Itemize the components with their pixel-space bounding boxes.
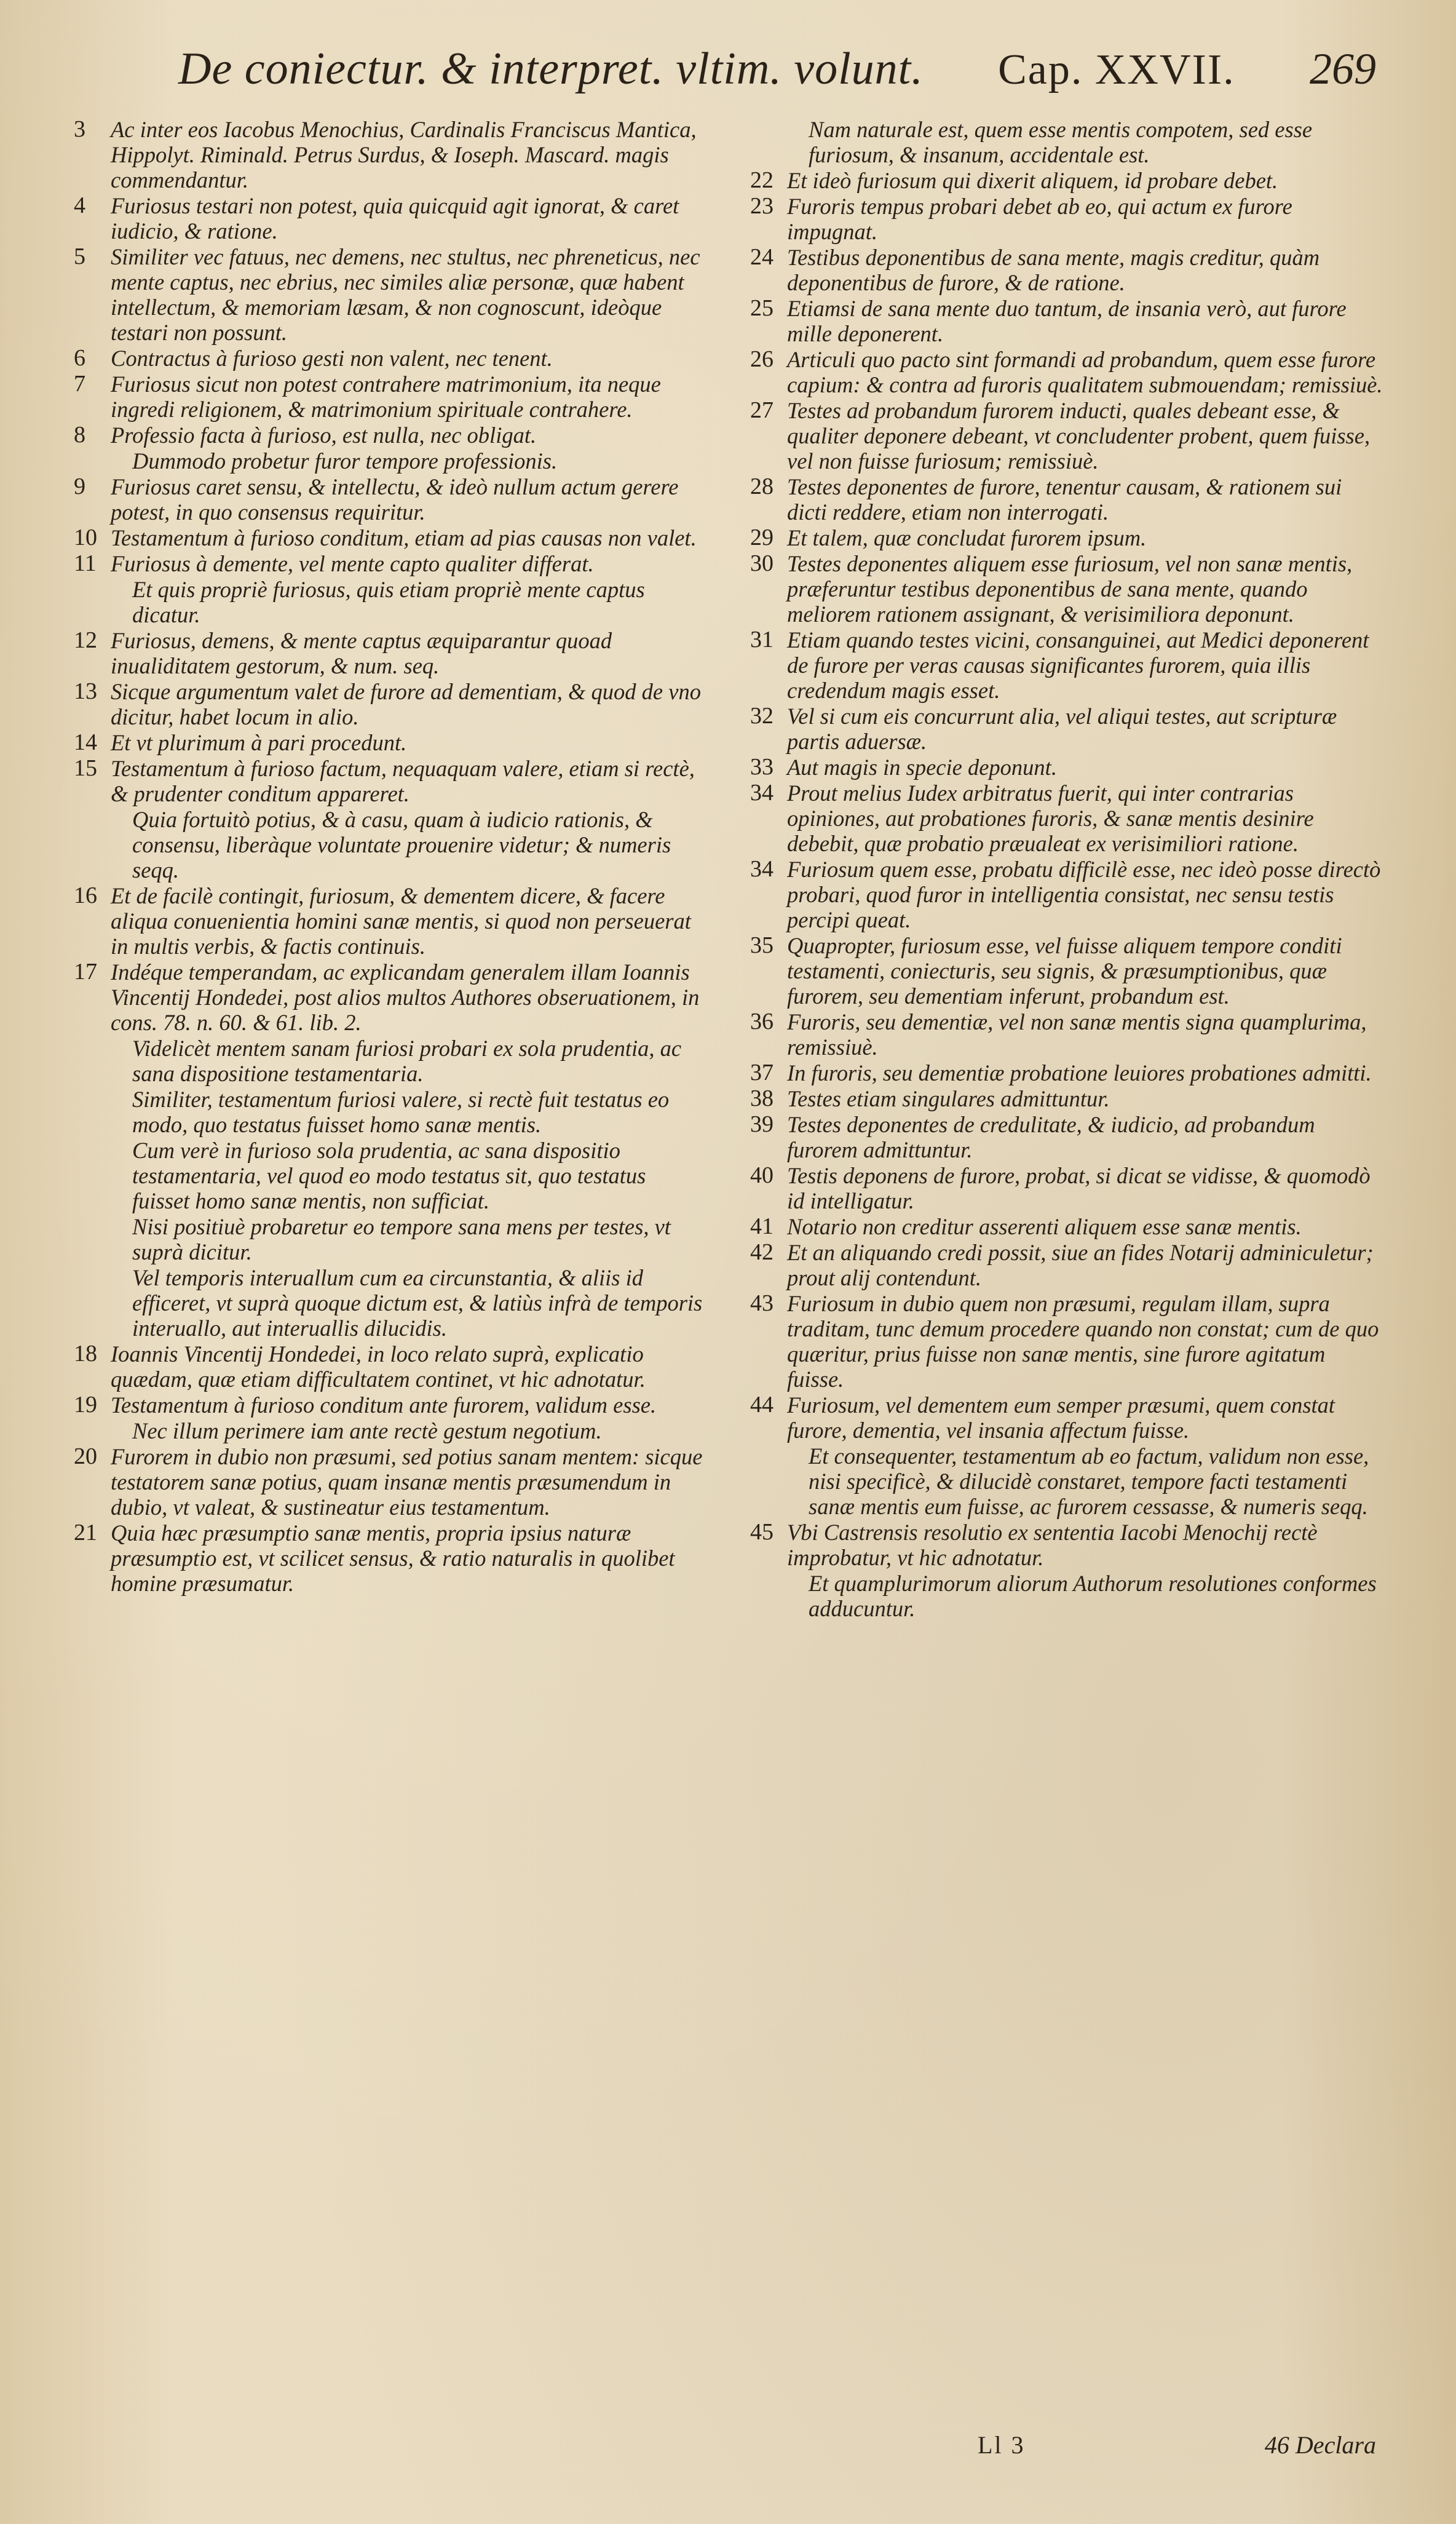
summary-entry	[750, 1060, 1383, 1085]
entry-text: Testamentum à furioso conditum, etiam ad pias causas non valet.	[111, 525, 697, 550]
entry-number: 26	[750, 346, 774, 372]
entry-text: Testes deponentes de credulitate, & iudicio, ad probandum furorem admittuntur.	[787, 1112, 1315, 1162]
entry-number: 9	[74, 474, 85, 499]
summary-entry	[74, 756, 707, 806]
entry-text: Nam naturale est, quem esse mentis compotem, sed esse furiosum, & insanum, accidentale est.	[809, 117, 1313, 167]
entry-number: 11	[74, 550, 97, 576]
summary-entry	[74, 1418, 707, 1443]
entry-number	[750, 117, 809, 167]
signature-mark: Ll 3	[978, 2431, 1026, 2459]
entry-text: Etiam quando testes vicini, consanguinei, aut Medici deponerent de furore per veras causas significantes furorem, quia illis credendum magis esset.	[787, 627, 1369, 703]
summary-entry	[750, 168, 1383, 193]
summary-entry	[74, 346, 707, 371]
entry-text: Quia hæc præsumptio sanæ mentis, propria ipsius naturæ præsumptio est, vt scilicet sensus, & ratio naturalis in quolibet homine præsumatur.	[111, 1520, 675, 1596]
entry-text: Testes deponentes aliquem esse furiosum, vel non sanæ mentis, præferuntur testibus deponentibus de sana mente, quando meliorem rationem assignant, & verisimiliora deponunt.	[787, 551, 1353, 627]
summary-entry	[750, 1392, 1383, 1443]
entry-text: Ioannis Vincentij Hondedei, in loco relato suprà, explicatio quædam, quæ etiam difficultatem continet, vt hic adnotatur.	[111, 1341, 646, 1392]
entry-text: Nisi positiuè probaretur eo tempore sana mens per testes, vt suprà dicitur.	[132, 1214, 671, 1264]
running-title: De coniectur. & interpret. vltim. volunt.	[178, 44, 924, 94]
summary-entry	[750, 933, 1383, 1009]
entry-number	[74, 807, 132, 883]
entry-number: 45	[750, 1519, 774, 1545]
summary-entry	[750, 398, 1383, 474]
entry-text: Et consequenter, testamentum ab eo factum, validum non esse, nisi specificè, & dilucidè constaret, tempore facti testamenti sanæ mentis eum fuisse, ac furorem cessasse, & numeris seqq.	[809, 1443, 1369, 1519]
summary-entry	[74, 807, 707, 883]
entry-number: 6	[74, 345, 85, 371]
entry-number: 22	[750, 167, 774, 193]
page-number: 269	[1309, 44, 1376, 93]
entry-text: Testibus deponentibus de sana mente, magis creditur, quàm deponentibus de furore, & de ratione.	[787, 245, 1320, 295]
summary-entry	[74, 577, 707, 627]
entry-number: 37	[750, 1060, 774, 1085]
summary-entry	[750, 1240, 1383, 1290]
summary-entry	[750, 1520, 1383, 1570]
entry-number	[74, 1138, 132, 1213]
summary-entry	[750, 780, 1383, 856]
summary-entry	[74, 474, 707, 525]
entry-number: 16	[74, 883, 97, 908]
summary-entry	[750, 1571, 1383, 1621]
summary-entry	[750, 194, 1383, 244]
entry-text: Testes ad probandum furorem inducti, quales debeant esse, & qualiter deponere debeant, vt concludenter probent, quem fuisse, vel non fuisse furiosum; remissiuè.	[787, 398, 1371, 474]
catchword: 46 Declara	[1264, 2431, 1376, 2459]
entry-text: Cum verè in furioso sola prudentia, ac sana dispositio testamentaria, vel quod eo modo testatus sit, quo testatus fuisset homo sanæ mentis, non sufficiat.	[132, 1138, 646, 1213]
summary-entry	[74, 1520, 707, 1596]
summary-entry	[750, 245, 1383, 295]
entry-text: Et an aliquando credi possit, siue an fides Notarij adminiculetur; prout alij contendunt.	[787, 1240, 1374, 1290]
entry-number: 18	[74, 1341, 97, 1367]
entry-text: Nec illum perimere iam ante rectè gestum negotium.	[132, 1418, 602, 1443]
entry-number: 42	[750, 1239, 774, 1265]
summary-entry	[750, 1086, 1383, 1111]
entry-number: 8	[74, 422, 85, 448]
chapter-label: Cap. XXVII.	[998, 46, 1235, 93]
right-column	[750, 117, 1383, 1622]
summary-entry	[74, 730, 707, 755]
entry-number: 21	[74, 1520, 97, 1546]
summary-entry	[750, 1163, 1383, 1213]
entry-number: 43	[750, 1290, 774, 1316]
entry-number: 10	[74, 525, 97, 550]
entry-number: 12	[74, 627, 97, 653]
entry-text: Articuli quo pacto sint formandi ad probandum, quem esse furore capium: & contra ad furoris qualitatem submouendam; remissiuè.	[787, 347, 1383, 397]
summary-entry	[750, 1214, 1383, 1239]
entry-number: 4	[74, 192, 85, 218]
entry-text: Similiter vec fatuus, nec demens, nec stultus, nec phreneticus, nec mente captus, nec ebrius, nec similes aliæ personæ, quæ habent intellectum, & memoriam læsam, & non cognoscunt, ideòque testari non possunt.	[111, 244, 700, 345]
entry-text: Testamentum à furioso conditum ante furorem, validum esse.	[111, 1392, 657, 1418]
entry-text: Ac inter eos Iacobus Menochius, Cardinalis Franciscus Mantica, Hippolyt. Riminald. Petrus Surdus, & Ioseph. Mascard. magis commendantur.	[111, 117, 697, 192]
entry-number: 35	[750, 932, 774, 958]
summary-entry	[750, 1291, 1383, 1392]
entry-number: 15	[74, 755, 97, 781]
entry-number: 28	[750, 474, 774, 499]
entry-text: Dummodo probetur furor tempore professionis.	[132, 448, 558, 474]
entry-text: Et ideò furiosum qui dixerit aliquem, id probare debet.	[787, 168, 1278, 193]
summary-entry	[750, 1009, 1383, 1060]
entry-number: 7	[74, 371, 85, 397]
entry-number: 30	[750, 550, 774, 576]
summary-entry	[74, 1138, 707, 1213]
entry-text: Furiosum in dubio quem non præsumi, regulam illam, supra traditam, tunc demum procedere quando non constat; cum de quo quæritur, prius fuisse non sanæ mentis, sine furore agitatum fuisse.	[787, 1291, 1379, 1392]
summary-entry	[74, 117, 707, 192]
entry-text: Similiter, testamentum furiosi valere, si rectè fuit testatus eo modo, quo testatus fuisset homo sanæ mentis.	[132, 1087, 670, 1137]
entry-text: In furoris, seu dementiæ probatione leuiores probationes admitti.	[787, 1060, 1372, 1085]
entry-number: 39	[750, 1111, 774, 1137]
entry-text: Et quis propriè furiosus, quis etiam propriè mente captus dicatur.	[132, 577, 645, 627]
entry-number: 14	[74, 729, 97, 755]
entry-text: Vel si cum eis concurrunt alia, vel aliqui testes, aut scripturæ partis aduersæ.	[787, 704, 1337, 754]
summary-entry	[750, 1443, 1383, 1519]
entry-number: 41	[750, 1213, 774, 1239]
summary-entry	[750, 857, 1383, 932]
entry-number	[74, 1418, 132, 1443]
summary-entry	[750, 525, 1383, 550]
summary-entry	[74, 959, 707, 1035]
summary-entry	[750, 117, 1383, 167]
summary-entry	[74, 1392, 707, 1418]
entry-number	[750, 1571, 809, 1621]
entry-text: Prout melius Iudex arbitratus fuerit, qui inter contrarias opiniones, aut probationes furoris, & sanæ mentis desinire debebit, quæ probatio præualeat ex verisimiliori ratione.	[787, 780, 1314, 856]
summary-entry	[750, 1112, 1383, 1162]
entry-text: Etiamsi de sana mente duo tantum, de insania verò, aut furore mille deponerent.	[787, 296, 1347, 346]
entry-text: Furiosum, vel dementem eum semper præsumi, quem constat furore, dementia, vel insania affectum fuisse.	[787, 1392, 1335, 1443]
entry-number: 19	[74, 1392, 97, 1418]
entry-number: 34	[750, 780, 774, 806]
summary-entry	[750, 296, 1383, 346]
entry-text: Et de facilè contingit, furiosum, & dementem dicere, & facere aliqua conuenientia homini sanæ mentis, si quod non perseuerat in multis verbis, & factis continuis.	[111, 883, 691, 959]
entry-number: 24	[750, 244, 774, 270]
entry-number: 34	[750, 856, 774, 882]
entry-text: Notario non creditur asserenti aliquem esse sanæ mentis.	[787, 1214, 1302, 1239]
summary-entry	[74, 193, 707, 244]
entry-number: 36	[750, 1009, 774, 1034]
summary-entry	[74, 551, 707, 576]
entry-text: Furiosus, demens, & mente captus æquiparantur quoad inualiditatem gestorum, & num. seq.	[111, 628, 612, 678]
entry-number	[74, 1036, 132, 1086]
entry-number: 44	[750, 1392, 774, 1418]
summary-entry	[750, 474, 1383, 525]
entry-text: Contractus à furioso gesti non valent, nec tenent.	[111, 346, 553, 371]
summary-entry	[74, 1214, 707, 1264]
entry-text: Quapropter, furiosum esse, vel fuisse aliquem tempore conditi testamenti, coniecturis, seu signis, & præsumptionibus, quæ furorem, seu dementiam inferunt, probandum est.	[787, 933, 1342, 1009]
entry-number: 29	[750, 525, 774, 550]
entry-text: Aut magis in specie deponunt.	[787, 755, 1057, 780]
entry-number	[750, 1443, 809, 1519]
entry-text: Furiosus sicut non potest contrahere matrimonium, ita neque ingredi religionem, & matrimonium spirituale contrahere.	[111, 371, 661, 422]
summary-entry	[74, 1087, 707, 1137]
entry-number: 27	[750, 397, 774, 423]
summary-entry	[750, 627, 1383, 703]
entry-text: Vel temporis interuallum cum ea circunstantia, & aliis id efficeret, vt suprà quoque dictum est, & latiùs infrà de temporis interuallo, aut interuallis dilucidis.	[132, 1265, 703, 1341]
entry-number: 20	[74, 1443, 97, 1469]
entry-text: Quia fortuitò potius, & à casu, quam à iudicio rationis, & consensu, liberàque voluntate prouenire videtur; & numeris seqq.	[132, 807, 671, 883]
entry-number: 40	[750, 1162, 774, 1188]
entry-text: Furiosus à demente, vel mente capto qualiter differat.	[111, 551, 594, 576]
entry-number: 3	[74, 116, 85, 142]
summary-entry	[750, 755, 1383, 780]
entry-number	[74, 1265, 132, 1341]
entry-text: Et quamplurimorum aliorum Authorum resolutiones conformes adducuntur.	[809, 1571, 1377, 1621]
summary-entry	[74, 525, 707, 550]
summary-entry	[74, 423, 707, 448]
entry-text: Et talem, quæ concludat furorem ipsum.	[787, 525, 1147, 550]
summary-entry	[750, 704, 1383, 754]
summary-entry	[74, 244, 707, 345]
entry-text: Furorem in dubio non præsumi, sed potius sanam mentem: sicque testatorem sanæ potius, quam insanæ mentis præsumendum in dubio, vt valeat, & sustineatur eius testamentum.	[111, 1444, 703, 1520]
summary-entry	[74, 1341, 707, 1392]
entry-number: 33	[750, 754, 774, 780]
summary-entry	[750, 347, 1383, 397]
entry-number: 31	[750, 627, 774, 653]
entry-text: Testes deponentes de furore, tenentur causam, & rationem sui dicti reddere, etiam non interrogati.	[787, 474, 1342, 525]
entry-text: Furiosus testari non potest, quia quicquid agit ignorat, & caret iudicio, & ratione.	[111, 193, 679, 244]
page-footer	[781, 2431, 1376, 2459]
entry-text: Vbi Castrensis resolutio ex sententia Iacobi Menochij rectè improbatur, vt hic adnotatur.	[787, 1520, 1318, 1570]
entry-text: Videlicèt mentem sanam furiosi probari ex sola prudentia, ac sana dispositione testamentaria.	[132, 1036, 682, 1086]
entry-number: 32	[750, 703, 774, 729]
summary-entry	[74, 628, 707, 678]
entry-text: Testamentum à furioso factum, nequaquam valere, etiam si rectè, & prudenter conditum appareret.	[111, 756, 695, 806]
summary-entry	[74, 371, 707, 422]
entry-number	[74, 1214, 132, 1264]
entry-number: 17	[74, 959, 97, 985]
summary-entry	[74, 1265, 707, 1341]
entry-number: 23	[750, 193, 774, 219]
summary-entry	[74, 448, 707, 474]
entry-number	[74, 1087, 132, 1137]
entry-number: 25	[750, 295, 774, 321]
entry-text: Professio facta à furioso, est nulla, nec obligat.	[111, 423, 537, 448]
entry-text: Furiosum quem esse, probatu difficilè esse, nec ideò posse directò probari, quod furor in intelligentia consistat, nec sensu testis percipi queat.	[787, 857, 1381, 932]
entry-text: Sicque argumentum valet de furore ad dementiam, & quod de vno dicitur, habet locum in alio.	[111, 679, 701, 729]
left-column	[74, 117, 707, 1622]
running-header	[74, 43, 1388, 117]
summary-entry	[74, 1444, 707, 1520]
entry-text: Et vt plurimum à pari procedunt.	[111, 730, 407, 755]
entry-text: Testis deponens de furore, probat, si dicat se vidisse, & quomodò id intelligatur.	[787, 1163, 1371, 1213]
entry-number	[74, 448, 132, 474]
entry-number: 13	[74, 678, 97, 704]
summary-entry	[750, 551, 1383, 627]
entry-number: 38	[750, 1085, 774, 1111]
entry-text: Furiosus caret sensu, & intellectu, & ideò nullum actum gerere potest, in quo consensus requiritur.	[111, 474, 679, 525]
entry-text: Testes etiam singulares admittuntur.	[787, 1086, 1110, 1111]
entry-text: Furoris, seu dementiæ, vel non sanæ mentis signa quamplurima, remissiuè.	[787, 1009, 1367, 1060]
entry-text: Indéque temperandam, ac explicandam generalem illam Ioannis Vincentij Hondedei, post alios multos Authores obseruationem, in cons. 78. n. 60. & 61. lib. 2.	[111, 959, 700, 1035]
summary-entry	[74, 1036, 707, 1086]
entry-text: Furoris tempus probari debet ab eo, qui actum ex furore impugnat.	[787, 194, 1292, 244]
entry-number	[74, 577, 132, 627]
summary-entry	[74, 679, 707, 729]
entry-number: 5	[74, 244, 85, 269]
summary-entry	[74, 883, 707, 959]
summary-columns	[74, 117, 1388, 1622]
